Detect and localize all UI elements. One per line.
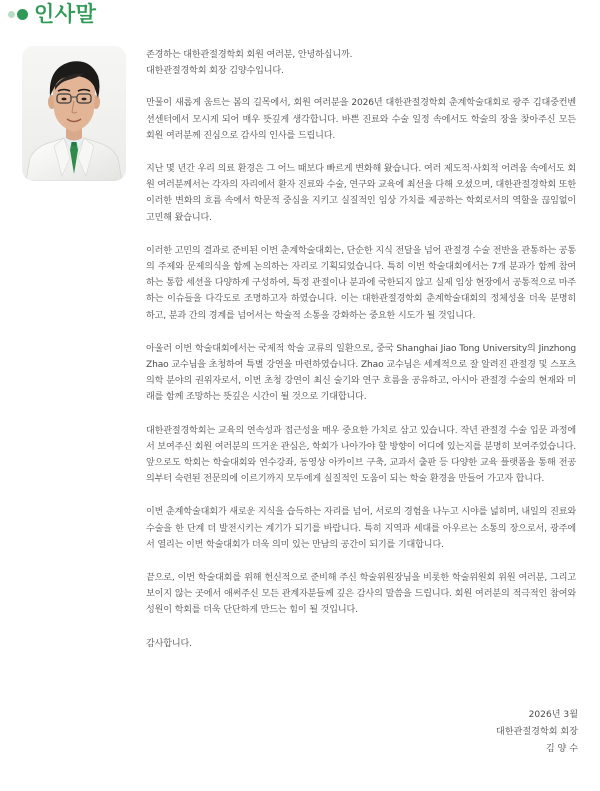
signature-name: 김 양 수 [545,744,578,754]
letter-paragraph-5: 대한관절경학회는 교육의 연속성과 접근성을 매우 중요한 가치로 삼고 있습니다. 작년 관절경 수술 입문 과정에서 보여주신 회원 여러분의 뜨거운 관심은, 학회가 나아가야 할 방향이 어디에 있는지를 분명히 보여주었습니다. 앞으로도 학회는 학술대회와 연수강좌, 동영상 아카이브 구축, 교과서 출판 등 다양한 교육 플랫폼을 통해 전공의부터 숙련된 전문의에 이르기까지 모두에게 실질적인 도움이 되는 학술 환경을 만들어 가고자 합니다. [146,425,576,485]
letter-paragraph-3: 이러한 고민의 결과로 준비된 이번 춘계학술대회는, 단순한 지식 전달을 넘어 관절경 수술 전반을 관통하는 공통의 주제와 문제의식을 함께 논의하는 자리로 기획되었습니다. 특히 이번 학술대회에서는 7개 분과가 함께 참여하는 통합 세션을 다양하게 구성하여, 특정 관절이나 분과에 국한되지 않고 실제 임상 현장에서 공통적으로 마주하는 이슈들을 다각도로 조명하고자 하였습니다. 이는 대한관절경학회 춘계학술대회의 정체성을 더욱 분명히 하고, 분과 간의 경계를 넘어서는 학술적 소통을 강화하는 중요한 시도가 될 것입니다. [146,245,576,321]
greeting-line-1: 존경하는 대한관절경학회 회원 여러분, 안녕하십니까. [146,50,353,60]
greeting-line-2: 대한관절경학회 회장 김양수입니다. [146,66,284,77]
small-dot-icon [8,11,15,18]
heading-dots-icon [8,9,28,20]
signature-block [496,707,578,758]
letter-paragraph-7: 끝으로, 이번 학술대회를 위해 헌신적으로 준비해 주신 학술위원장님을 비롯한 학술위원회 위원 여러분, 그리고 보이지 않는 곳에서 애써주신 모든 관계자분들께 깊은 감사의 말씀을 드립니다. 회원 여러분의 적극적인 참여와 성원이 학회를 더욱 단단하게 만드는 힘이 될 것입니다. [146,573,576,616]
letter-paragraph-1: 만물이 새롭게 움트는 봄의 길목에서, 회원 여러분을 2026년 대한관절경학회 춘계학술대회로 광주 김대중컨벤션센터에서 모시게 되어 매우 뜻깊게 생각합니다. 바쁜 진료와 수술 일정 속에서도 학술의 장을 찾아주신 모든 회원 여러분께 진심으로 감사의 인사를 드립니다. [146,98,576,141]
letter-paragraph-2: 지난 몇 년간 우리 의료 환경은 그 어느 때보다 빠르게 변화해 왔습니다. 여러 제도적·사회적 어려움 속에서도 회원 여러분께서는 각자의 자리에서 환자 진료와 수술, 연구와 교육에 최선을 다해 오셨으며, 대한관절경학회 또한 이러한 변화의 흐름 속에서 학문적 중심을 지키고 실질적인 임상 가치를 제공하는 학회로서의 역할을 끊임없이 고민해 왔습니다. [146,164,576,223]
greeting-letter [146,47,576,652]
signature-role: 대한관절경학회 회장 [496,727,578,737]
letter-greeting [146,47,576,79]
page-title: 인사말 [34,2,97,26]
large-dot-icon [17,9,28,20]
signature-date: 2026년 3월 [528,710,578,720]
section-heading [8,0,96,28]
letter-paragraph-6: 이번 춘계학술대회가 새로운 지식을 습득하는 자리를 넘어, 서로의 경험을 나누고 시야를 넓히며, 내일의 진료와 수술을 한 단계 더 발전시키는 계기가 되기를 바랍니다. 특히 지역과 세대를 아우르는 소통의 장으로서, 광주에서 열리는 이번 학술대회가 더욱 의미 있는 만남의 공간이 되기를 기대합니다. [146,507,576,550]
portrait-image [22,46,126,181]
president-portrait [22,46,126,181]
letter-paragraph-4: 아울러 이번 학술대회에서는 국제적 학술 교류의 일환으로, 중국 Shanghai Jiao Tong University의 Jinzhong Zhao 교수님을 초청하여 특별 강연을 마련하였습니다. Zhao 교수님은 세계적으로 잘 알려진 관절경 및 스포츠 의학 분야의 권위자로서, 이번 초청 강연이 최신 술기와 연구 흐름을 공유하고, 아시아 관절경 수술의 현재와 미래를 함께 조망하는 뜻깊은 시간이 될 것으로 기대합니다. [146,343,576,403]
letter-closing: 감사합니다. [146,638,192,649]
